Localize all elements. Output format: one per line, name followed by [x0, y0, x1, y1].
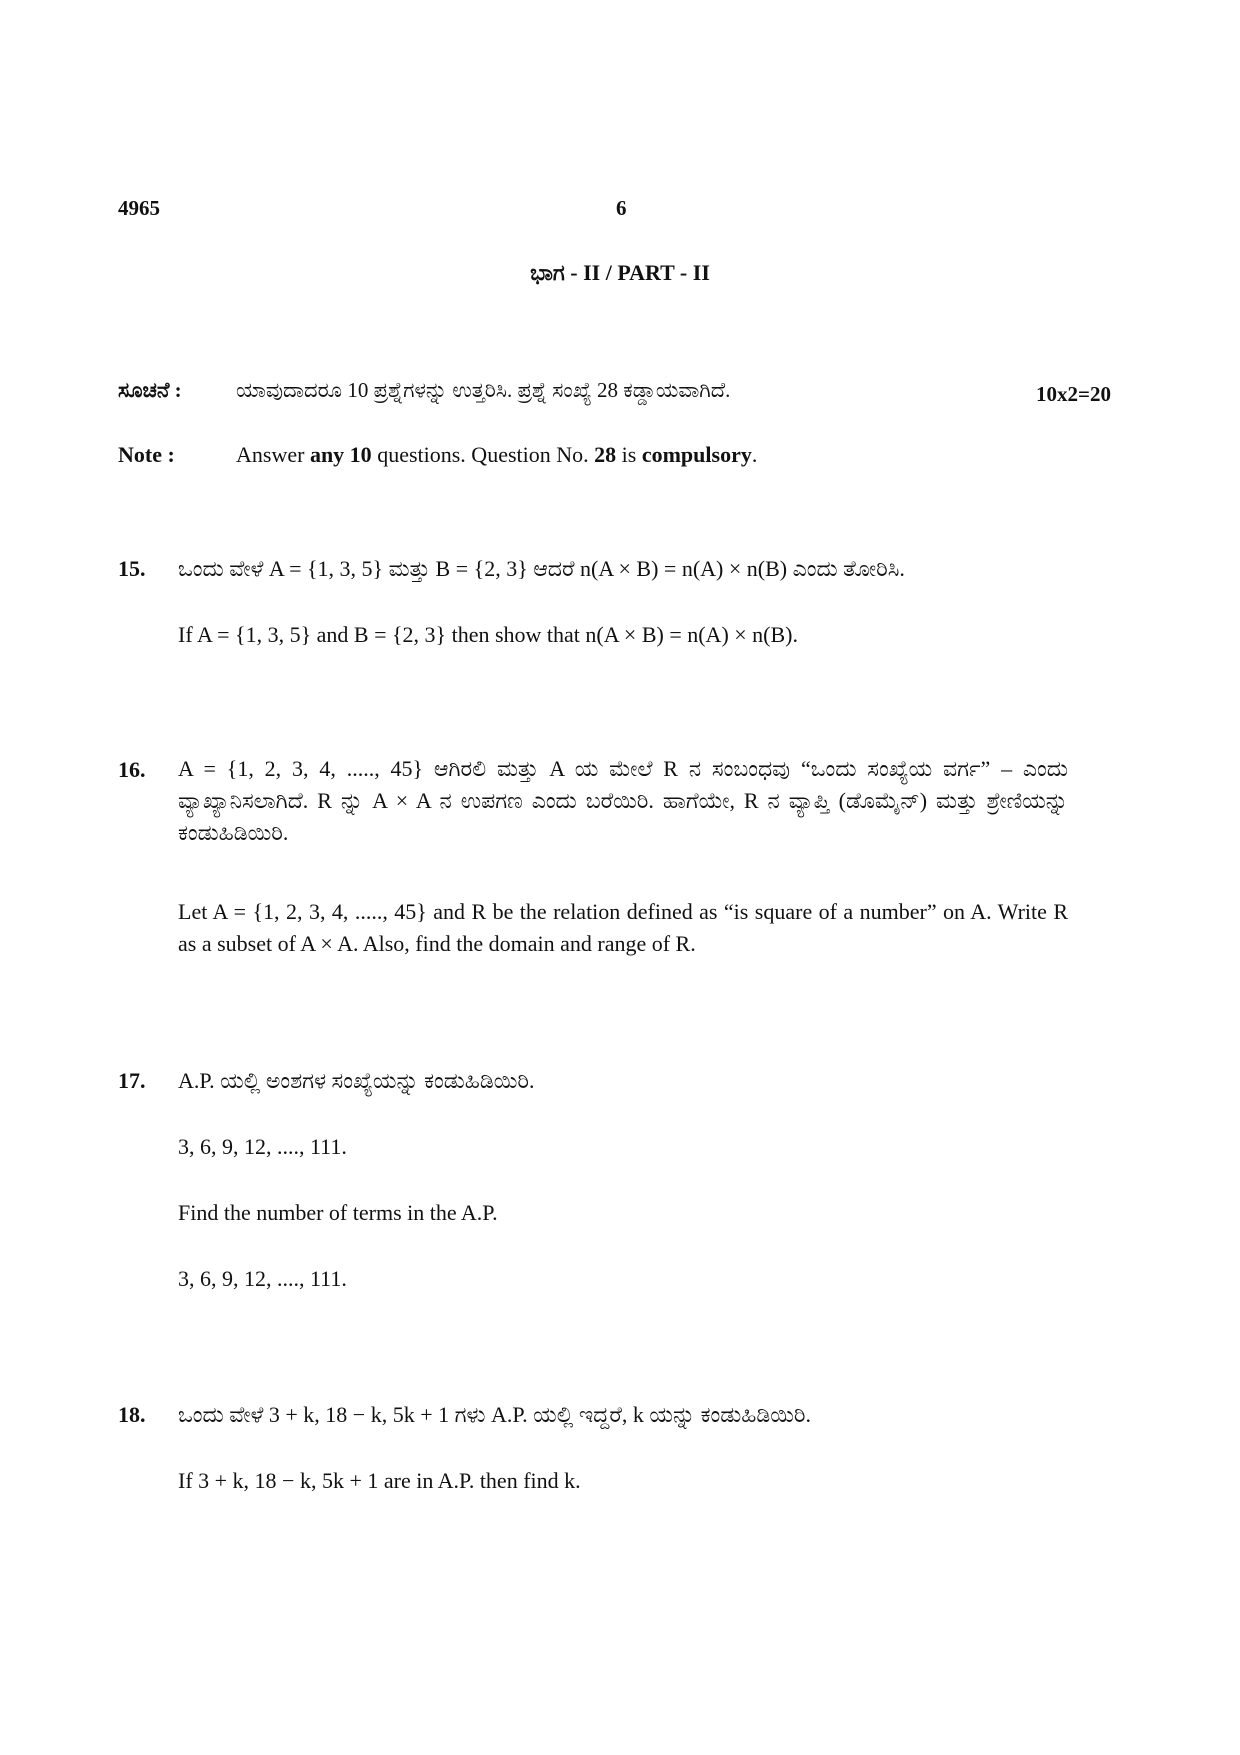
question-text-english: Let A = {1, 2, 3, 4, ....., 45} and R be the relation defined as “is square of a number” on A. Write R as a subset of A × A. Also, find the domain and range of R. — [178, 899, 1068, 956]
series-english: 3, 6, 9, 12, ...., 111. — [178, 1266, 347, 1291]
note-text — [236, 442, 757, 468]
note-any: any 10 — [309, 442, 372, 467]
question-text-english: If 3 + k, 18 − k, 5k + 1 are in A.P. then find k. — [178, 1468, 581, 1493]
marks-scheme: 10x2=20 — [1036, 382, 1111, 406]
instruction-label-kannada: ಸೂಚನೆ : — [118, 378, 182, 402]
part-title: ಭಾಗ - II / PART - II — [530, 260, 710, 285]
question-text-kannada: A.P. ಯಲ್ಲಿ ಅಂಶಗಳ ಸಂಖ್ಯೆಯನ್ನು ಕಂಡುಹಿಡಿಯಿರಿ. — [178, 1068, 535, 1093]
question-number: 17. — [118, 1068, 146, 1093]
question-text-kannada: ಒಂದು ವೇಳೆ 3 + k, 18 − k, 5k + 1 ಗಳು A.P. ಯಲ್ಲಿ ಇದ್ದರೆ, k ಯನ್ನು ಕಂಡುಹಿಡಿಯಿರಿ. — [178, 1402, 812, 1427]
note-label: Note : — [118, 442, 175, 467]
note-is: is — [616, 442, 642, 467]
page-number: 6 — [616, 196, 627, 220]
paper-code: 4965 — [118, 196, 160, 220]
question-text-english: Find the number of terms in the A.P. — [178, 1200, 498, 1225]
question-number: 15. — [118, 556, 146, 581]
question-number: 16. — [118, 757, 146, 782]
question-text-english: If A = {1, 3, 5} and B = {2, 3} then show that n(A × B) = n(A) × n(B). — [178, 622, 799, 647]
note-end: . — [751, 442, 758, 467]
note-question-number: 28 — [594, 442, 617, 467]
question-number: 18. — [118, 1402, 146, 1427]
instruction-text-kannada: ಯಾವುದಾದರೂ 10 ಪ್ರಶ್ನೆಗಳನ್ನು ಉತ್ತರಿಸಿ. ಪ್ರಶ್ನೆ ಸಂಖ್ಯೆ 28 ಕಡ್ಡಾಯವಾಗಿದೆ. — [236, 378, 731, 402]
question-text-kannada: ಒಂದು ವೇಳೆ A = {1, 3, 5} ಮತ್ತು B = {2, 3} ಆದರೆ n(A × B) = n(A) × n(B) ಎಂದು ತೋರಿಸಿ. — [178, 556, 905, 581]
note-mid: questions. Question No. — [371, 442, 595, 467]
note-pre: Answer — [236, 442, 310, 467]
series-kannada: 3, 6, 9, 12, ...., 111. — [178, 1134, 347, 1159]
note-compulsory: compulsory — [641, 442, 752, 467]
question-text-kannada: A = {1, 2, 3, 4, ....., 45} ಆಗಿರಲಿ ಮತ್ತು A ಯ ಮೇಲೆ R ನ ಸಂಬಂಧವು “ಒಂದು ಸಂಖ್ಯೆಯ ವರ್ಗ” – ಎಂದು ವ್ಯಾಖ್ಯಾನಿಸಲಾಗಿದೆ. R ನ್ನು A × A ನ ಉಪಗಣ ಎಂದು ಬರೆಯಿರಿ. ಹಾಗೆಯೇ, R ನ ವ್ಯಾಪ್ತಿ (ಡೊಮೈನ್) ಮತ್ತು ಶ್ರೇಣಿಯನ್ನು ಕಂಡುಹಿಡಿಯಿರಿ. — [178, 756, 1068, 845]
